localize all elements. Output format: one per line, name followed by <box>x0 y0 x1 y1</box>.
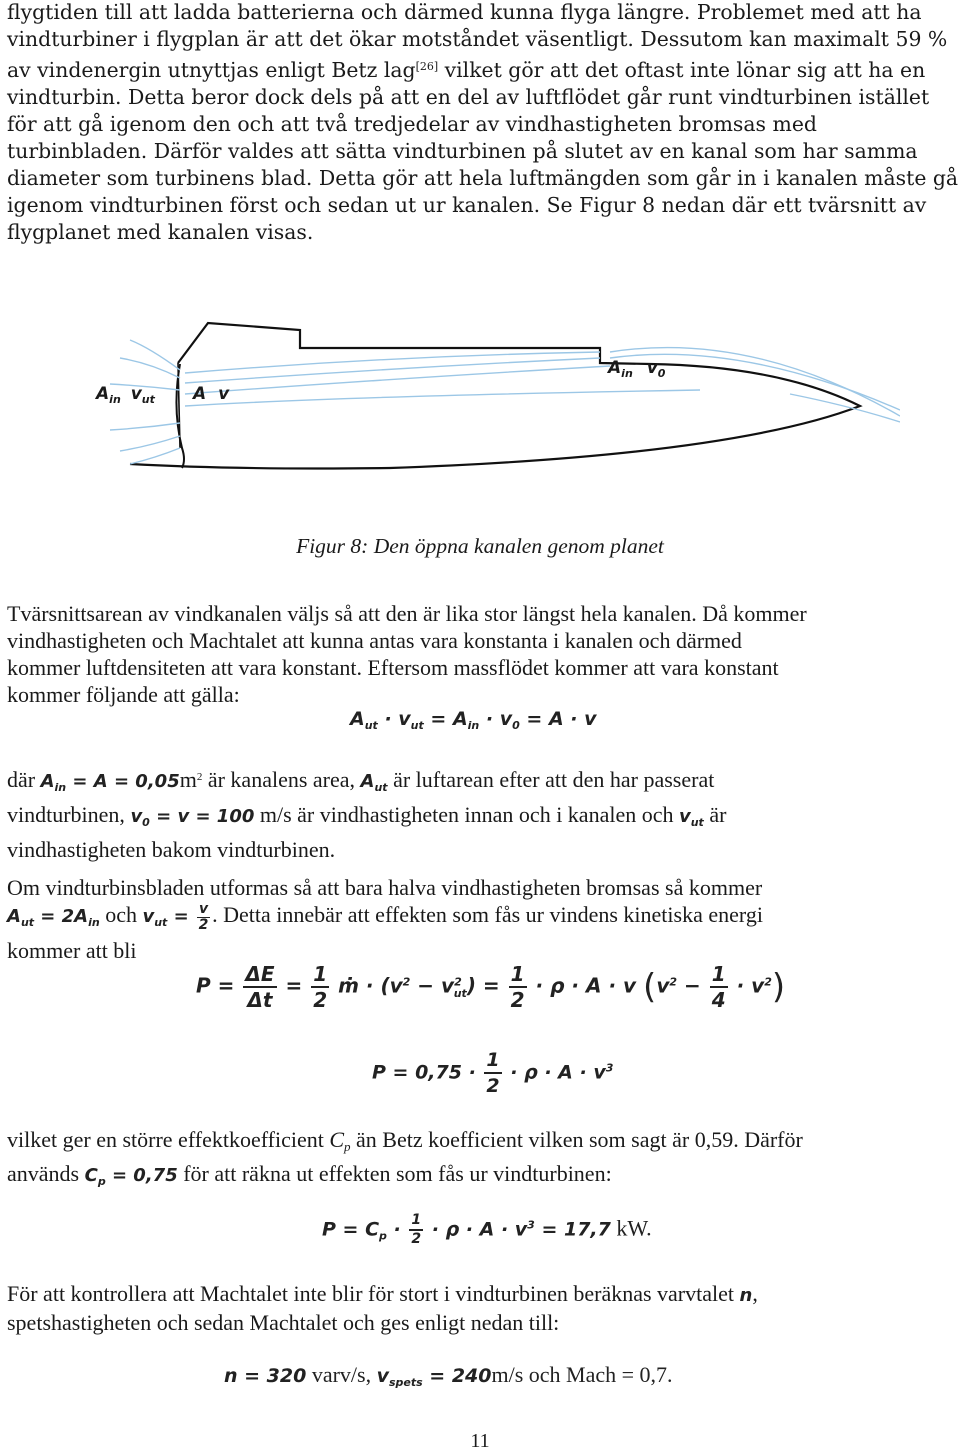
text-line: vindhastigheten bakom vindturbinen. <box>7 837 336 862</box>
text-line: kommer att bli <box>7 938 137 963</box>
text-line: spetshastigheten och sedan Machtalet och ges enligt nedan till: <box>7 1310 560 1335</box>
text-line: kommer luftdensiteten att vara konstant. Eftersom massflödet kommer att vara konstant <box>7 655 779 680</box>
text-line: vindturbiner i flygplan är att det ökar motståndet väsentligt. Dessutom kan maximalt 59 % <box>7 27 948 51</box>
text-line: kommer följande att gälla: <box>7 682 240 707</box>
airplane-channel-figure <box>90 318 900 478</box>
figure-caption: Figur 8: Den öppna kanalen genom planet <box>296 534 664 558</box>
equation-power-derivation: P = $\frac{\Delta E}{\Delta t}$ = $\frac{1}{2}$ ṁ · $(v^2 - v^2_{ut})$ = $\frac{1}{2}$ · ρ · A · v ($v^2$ − $\frac{1}{4}$ · $v^2$) <box>196 962 786 1012</box>
text-line: där $A_{in} = A = 0,05m^2$ är kanalens area, $A_{ut}$ är luftarean efter att den har passerat <box>7 767 715 794</box>
text-line: av vindenergin utnyttjas enligt Betz lag[26] vilket gör att det oftast inte lönar sig att ha en <box>7 58 926 82</box>
text-line: För att kontrollera att Machtalet inte blir för stort i vindturbinen beräknas varvtalet n, <box>7 1281 758 1306</box>
paragraph-cross-section <box>7 600 959 708</box>
text-line: vindturbinen, $v_0 = v = 100$ m/s är vindhastigheten innan och i kanalen och $v_{ut}$ är <box>7 802 727 829</box>
text-line: Om vindturbinsbladen utformas så att bara halva vindhastigheten bromsas så kommer <box>7 875 763 900</box>
text-line: används $C_p = 0,75$ för att räkna ut effekten som fås ur vindturbinen: <box>7 1161 612 1188</box>
paragraph-rpm <box>7 1280 959 1336</box>
text-line: vilket ger en större effektkoefficient Cp än Betz koefficient vilken som sagt är 0,59. Därför <box>7 1127 803 1154</box>
text-line: igenom vindturbinen först och sedan ut ur kanalen. Se Figur 8 nedan där ett tvärsnitt av <box>7 193 927 217</box>
text-line: $A_{ut} = 2A_{in}$ och $v_{ut}$ = $\frac{v}{2}$ . Detta innebär att effekten som fås ur vindens kinetiska energi <box>7 900 763 933</box>
intro-paragraph <box>7 0 959 246</box>
page-number: 11 <box>470 1430 490 1452</box>
paragraph-half-speed <box>7 874 959 964</box>
equation-rpm-mach: n = 320 varv/s, $v_{spets} = 240m/s$ och Mach = 0,7. <box>224 1362 673 1389</box>
equation-power-simplified: P = 0,75 · $\frac{1}{2}$ · $\rho \cdot A \cdot v^3$ <box>372 1049 614 1097</box>
text-line: för att gå igenom den och att två tredjedelar av vindhastigheten bromsas med <box>7 112 817 136</box>
label-ain-v0: $A_{in}$ $v_0$ <box>608 358 666 380</box>
text-line: vindhastigheten och Machtalet att kunna antas vara konstanta i kanalen och därmed <box>7 628 742 653</box>
text-line: vindturbin. Detta beror dock dels på att en del av luftflödet går runt vindturbinen istället <box>7 85 930 109</box>
text-line: turbinbladen. Därför valdes att sätta vindturbinen på slutet av en kanal som har samma <box>7 139 918 163</box>
equation-power-result: $P = C_p$ · $\frac{1}{2}$ · $\rho \cdot A \cdot v^3 = 17,7$ kW. <box>322 1212 652 1247</box>
label-ain-vut: $A_{in}$ $v_{ut}$ <box>96 384 155 406</box>
paragraph-definitions <box>7 764 959 863</box>
equation-mass-flow: $A_{ut} \cdot v_{ut} = A_{in} \cdot v_0 = A \cdot v$ <box>350 708 597 732</box>
text-line: diameter som turbinens blad. Detta gör att hela luftmängden som går in i kanalen måste gå <box>7 166 959 190</box>
text-line: flygplanet med kanalen visas. <box>7 220 314 244</box>
text-line: flygtiden till att ladda batterierna och därmed kunna flyga längre. Problemet med att ha <box>7 0 922 24</box>
citation-ref: [26] <box>415 60 439 73</box>
text-line: Tvärsnittsarean av vindkanalen väljs så att den är lika stor längst hela kanalen. Då kommer <box>7 601 807 626</box>
label-a-v: A v <box>193 384 230 404</box>
paragraph-cp <box>7 1126 959 1195</box>
